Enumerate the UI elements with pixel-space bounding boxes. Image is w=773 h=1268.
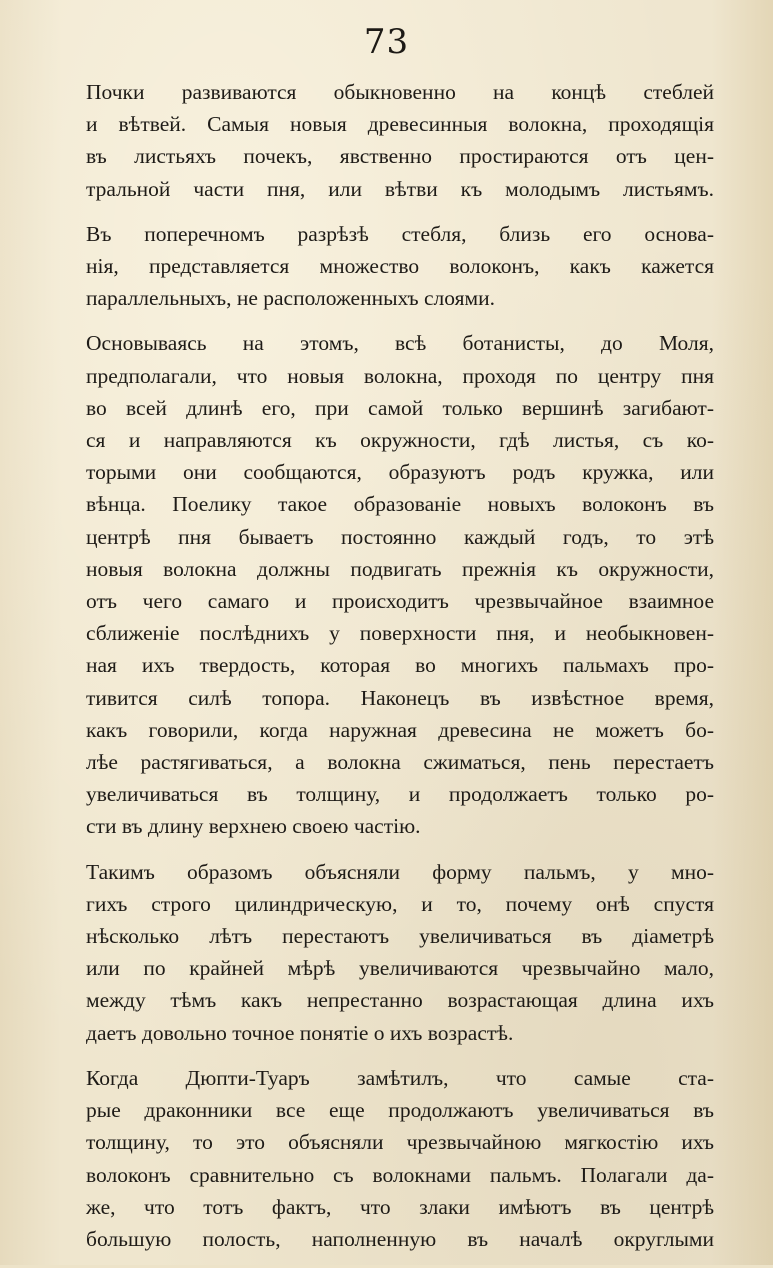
text-line: торыми они сообщаются, образуютъ родъ кружка, или	[86, 460, 714, 485]
text-line: новыя волокна должны подвигать прежнія къ окружности,	[86, 556, 714, 581]
text-line: предполагали, что новыя волокна, проходя по центру пня	[86, 363, 714, 388]
text-line: отъ чего самаго и происходитъ чрезвычайное взаимное	[86, 589, 714, 614]
text-line: тральной части пня, или вѣтви къ молодымъ листьямъ.	[86, 176, 714, 201]
text-line: нія, представляется множество волоконъ, какъ кажется	[86, 254, 714, 279]
paragraph	[86, 76, 714, 205]
text-line: во всей длинѣ его, при самой только вершинѣ загибают-	[86, 395, 714, 420]
text-line: сближеніе послѣднихъ у поверхности пня, и необыкновен-	[86, 621, 714, 646]
text-line: ная ихъ твердость, которая во многихъ пальмахъ про-	[86, 653, 714, 678]
text-line: увеличиваться въ толщину, и продолжаетъ только ро-	[86, 782, 714, 807]
paragraph	[86, 327, 714, 842]
text-line: сти въ длину верхнею своею частію.	[86, 814, 421, 839]
text-line: тивится силѣ топора. Наконецъ въ извѣстное время,	[86, 685, 714, 710]
text-line: ся и направляются къ окружности, гдѣ листья, съ ко-	[86, 428, 714, 453]
text-line: гихъ строго цилиндрическую, и то, почему онѣ спустя	[86, 891, 714, 916]
text-line: между тѣмъ какъ непрестанно возрастающая длина ихъ	[86, 988, 714, 1013]
paragraph	[86, 1062, 714, 1255]
body-text	[86, 76, 714, 1268]
text-line: параллельныхъ, не расположенныхъ слоями.	[86, 286, 495, 311]
text-line: и вѣтвей. Самыя новыя древесинныя волокна, проходящія	[86, 112, 714, 137]
text-line: какъ говорили, когда наружная древесина не можетъ бо-	[86, 717, 714, 742]
text-line: лѣе растягиваться, а волокна сжиматься, пень перестаетъ	[86, 750, 714, 775]
text-line: толщину, то это объясняли чрезвычайною мягкостію ихъ	[86, 1130, 714, 1155]
text-line: Почки развиваются обыкновенно на концѣ стеблей	[86, 80, 714, 104]
paragraph	[86, 218, 714, 315]
text-line: или по крайней мѣрѣ увеличиваются чрезвычайно мало,	[86, 956, 714, 981]
text-line: большую полость, наполненную въ началѣ округлыми	[86, 1226, 714, 1251]
text-line: Въ поперечномъ разрѣзѣ стебля, близь его основа-	[86, 221, 714, 246]
text-line: рые драконники все еще продолжаютъ увеличиваться въ	[86, 1098, 714, 1123]
page-number: 73	[363, 22, 410, 62]
text-line: Основываясь на этомъ, всѣ ботанисты, до Моля,	[86, 331, 714, 356]
text-line: нѣсколько лѣтъ перестаютъ увеличиваться въ діаметрѣ	[86, 924, 714, 949]
text-line: въ листьяхъ почекъ, явственно простираются отъ цен-	[86, 144, 714, 169]
text-line: центрѣ пня бываетъ постоянно каждый годъ, то этѣ	[86, 524, 714, 549]
text-line: вѣнца. Поелику такое образованіе новыхъ волоконъ въ	[86, 492, 714, 517]
text-line: Такимъ образомъ объясняли форму пальмъ, у мно-	[86, 859, 714, 884]
text-line: же, что тотъ фактъ, что злаки имѣютъ въ центрѣ	[86, 1194, 714, 1219]
text-line: даетъ довольно точное понятіе о ихъ возрастѣ.	[86, 1020, 514, 1045]
text-line: Когда Дюпти-Туаръ замѣтилъ, что самые ста-	[86, 1065, 714, 1090]
paragraph	[86, 856, 714, 1049]
text-line: волоконъ сравнительно съ волокнами пальмъ. Полагали да-	[86, 1162, 714, 1187]
